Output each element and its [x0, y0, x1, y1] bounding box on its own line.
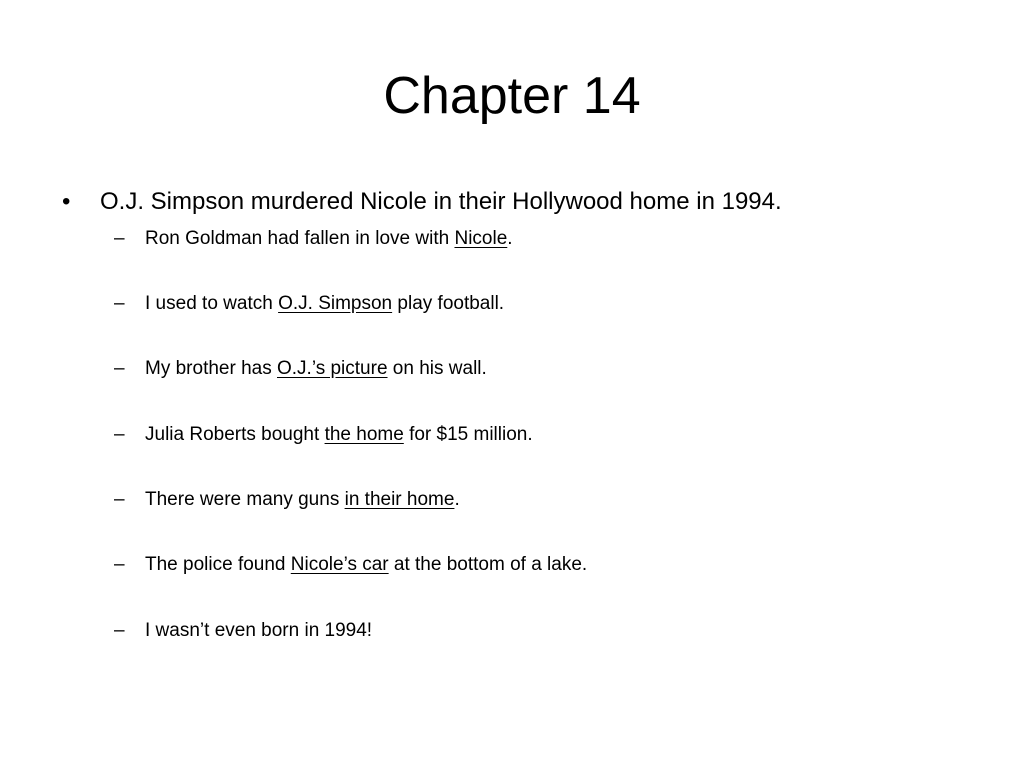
underlined-phrase: O.J.’s picture — [277, 358, 388, 379]
sub-bullet-text — [145, 356, 487, 382]
text-after: play football. — [392, 293, 505, 314]
text-after: for $15 million. — [403, 424, 533, 445]
bullet-marker: • — [62, 188, 71, 215]
dash-marker: – — [114, 554, 125, 575]
slide-title: Chapter 14 — [383, 67, 641, 125]
text-after: on his wall. — [387, 358, 487, 379]
sub-bullet-text — [145, 226, 513, 252]
underlined-phrase: Nicole — [454, 228, 508, 249]
text-after: at the bottom of a lake. — [388, 554, 588, 575]
dash-marker: – — [114, 620, 125, 641]
sub-bullet-text — [145, 552, 587, 578]
text-before: The police found — [145, 554, 291, 575]
underlined-phrase: Nicole’s car — [290, 554, 389, 575]
underlined-phrase: O.J. Simpson — [278, 293, 393, 314]
dash-marker: – — [114, 358, 125, 379]
dash-marker: – — [114, 293, 125, 314]
underlined-phrase: in their home — [344, 489, 455, 510]
dash-marker: – — [114, 489, 125, 510]
text-before: Ron Goldman had fallen in love with — [145, 228, 455, 249]
text-before: I used to watch — [145, 293, 279, 314]
text-after: . — [454, 489, 460, 510]
dash-marker: – — [114, 424, 125, 445]
text-after: . — [507, 228, 513, 249]
sub-bullet-text — [145, 422, 533, 448]
main-bullet-text: O.J. Simpson murdered Nicole in their Hollywood home in 1994. — [100, 188, 782, 215]
sub-bullet-text — [145, 291, 504, 317]
sub-bullet-text — [145, 487, 460, 513]
text-before: I wasn’t even born in 1994! — [145, 620, 373, 641]
text-before: There were many guns — [145, 489, 345, 510]
sub-bullet-text — [145, 618, 372, 644]
text-before: My brother has — [145, 358, 277, 379]
underlined-phrase: the home — [324, 424, 404, 445]
text-before: Julia Roberts bought — [145, 424, 325, 445]
dash-marker: – — [114, 228, 125, 249]
